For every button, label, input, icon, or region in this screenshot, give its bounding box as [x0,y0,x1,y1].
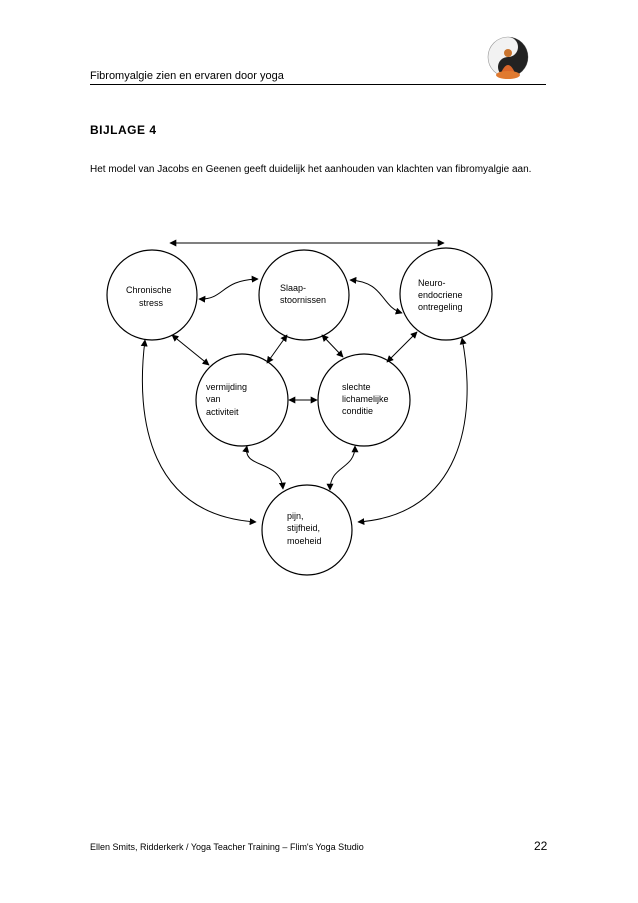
arrow-stress-vermijding [172,335,209,365]
label-line: Neuro- [418,278,446,288]
arrow-slaap-vermijding [267,335,287,363]
label-vermijding [206,382,250,417]
arrow-slaap-conditie [322,335,343,357]
page-number: 22 [534,839,548,853]
label-neuro-endocriene [418,278,465,312]
section-title: BIJLAGE 4 [90,123,157,137]
arrow-stress-pijn [142,340,256,522]
label-line: moeheid [287,536,322,546]
label-line: Chronische [126,285,172,295]
arrow-neuro-conditie [387,332,417,362]
label-slaapstoornissen [280,283,326,305]
arrow-slaap-neuro [350,280,402,313]
footer-credit: Ellen Smits, Ridderkerk / Yoga Teacher Training – Flim's Yoga Studio [90,842,364,852]
label-line: stress [139,298,164,308]
label-line: Slaap- [280,283,307,293]
header-title: Fibromyalgie zien en ervaren door yoga [90,70,284,82]
label-line: ontregeling [418,302,463,312]
label-line: stijfheid, [287,523,321,533]
label-line: pijn, [287,511,304,521]
label-line: van [206,394,221,404]
label-line: slechte [342,382,371,392]
label-line: conditie [342,406,374,416]
arrow-neuro-pijn [358,338,467,522]
label-line: activiteit [206,407,239,417]
label-line: lichamelijke [342,394,389,404]
label-slechte-conditie [342,382,391,416]
arrow-vermijding-pijn [247,446,283,489]
arrow-stress-slaap [199,279,258,299]
label-chronische-stress [126,285,174,308]
intro-paragraph: Het model van Jacobs en Geenen geeft duidelijk het aanhouden van klachten van fibromyalgie aan. [90,164,532,175]
label-line: stoornissen [280,295,327,305]
label-line: endocriene [418,290,463,300]
arrow-conditie-pijn [330,446,355,490]
label-pijn [287,511,323,546]
label-line: vermijding [206,382,248,392]
node-chronische-stress [107,250,197,340]
